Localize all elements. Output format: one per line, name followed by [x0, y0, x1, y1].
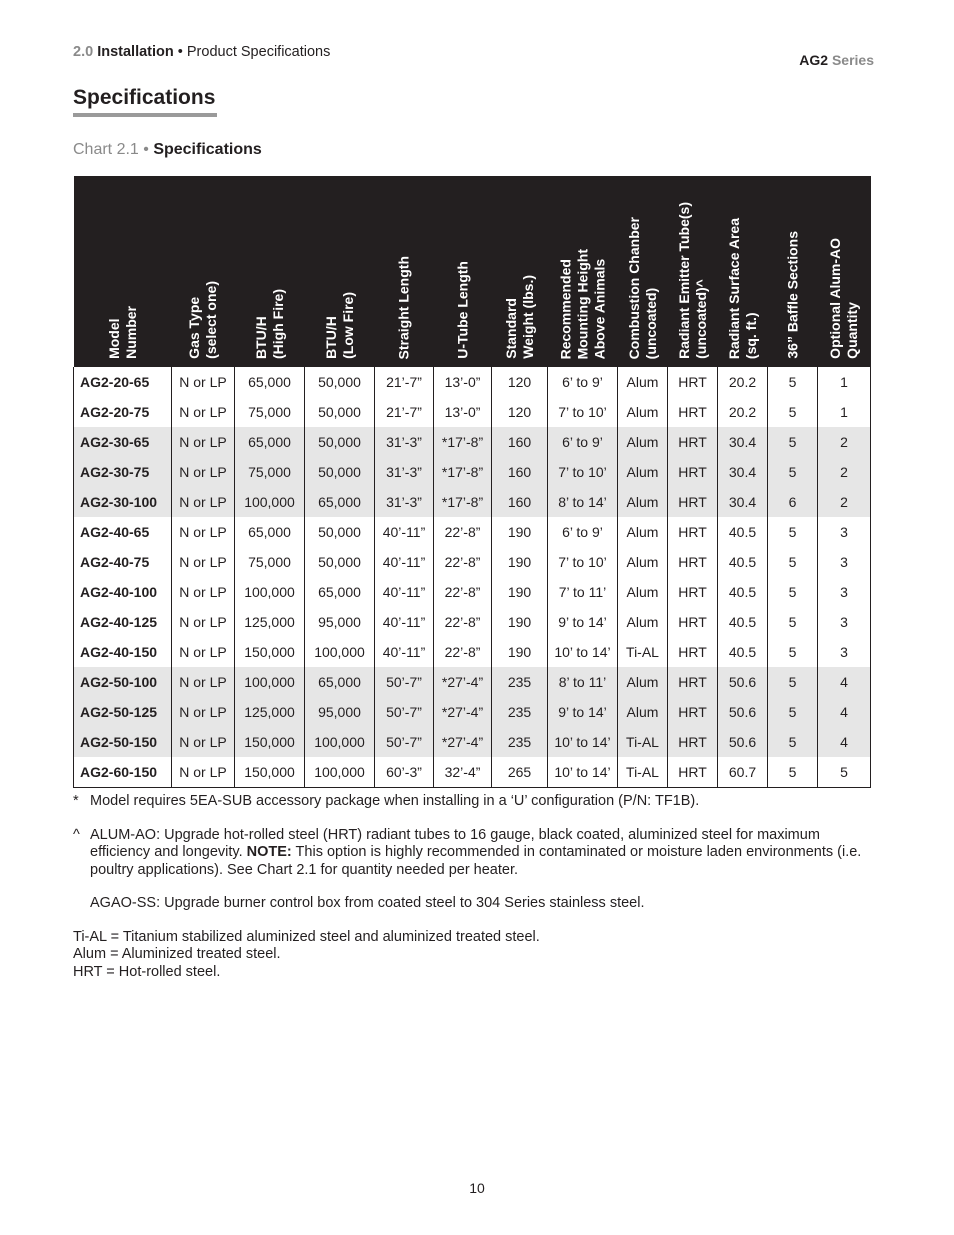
table-cell: 100,000: [305, 757, 375, 788]
table-cell: 150,000: [235, 757, 305, 788]
table-cell: 5: [768, 757, 818, 788]
column-header-label: Gas Type (select one): [186, 281, 219, 359]
footnotes: [73, 793, 873, 981]
table-cell: 100,000: [305, 727, 375, 757]
table-cell: N or LP: [172, 427, 235, 457]
table-cell: 40’-11”: [375, 577, 434, 607]
legend-line: Ti-AL = Titanium stabilized aluminized steel and aluminized treated steel.: [73, 928, 540, 945]
column-header: [718, 176, 768, 367]
column-header-label: U-Tube Length: [454, 261, 470, 359]
table-cell: 20.2: [718, 397, 768, 427]
table-cell: 125,000: [235, 697, 305, 727]
table-cell: 9’ to 14’: [548, 607, 618, 637]
table-cell: HRT: [668, 457, 718, 487]
table-cell: 3: [818, 547, 871, 577]
table-cell: 160: [492, 457, 548, 487]
breadcrumb-bullet: •: [177, 44, 183, 60]
caret-note-label: NOTE:: [246, 844, 292, 860]
table-cell: N or LP: [172, 667, 235, 697]
table-cell: HRT: [668, 487, 718, 517]
table-cell: 10’ to 14’: [548, 637, 618, 667]
table-cell: 7’ to 10’: [548, 547, 618, 577]
table-cell: HRT: [668, 577, 718, 607]
table-cell: 75,000: [235, 457, 305, 487]
table-cell: 31’-3”: [375, 427, 434, 457]
table-row: [74, 577, 871, 607]
table-cell: N or LP: [172, 637, 235, 667]
table-cell: 2: [818, 427, 871, 457]
table-cell: 65,000: [305, 667, 375, 697]
table-cell: Alum: [618, 607, 668, 637]
table-body: [74, 367, 871, 788]
table-cell: 5: [768, 697, 818, 727]
table-cell: HRT: [668, 637, 718, 667]
column-header: [818, 176, 871, 367]
table-cell: Alum: [618, 487, 668, 517]
table-cell: *17’-8”: [434, 427, 492, 457]
series-word: Series: [831, 52, 874, 68]
material-legend: [73, 929, 873, 982]
model-number-cell: AG2-30-65: [74, 427, 172, 457]
table-cell: 8’ to 11’: [548, 667, 618, 697]
table-cell: 5: [768, 397, 818, 427]
table-cell: 6: [768, 487, 818, 517]
table-cell: 75,000: [235, 397, 305, 427]
table-cell: 50,000: [305, 517, 375, 547]
table-cell: 5: [768, 607, 818, 637]
section-number: 2.0: [73, 44, 94, 60]
table-row: [74, 517, 871, 547]
table-cell: 30.4: [718, 487, 768, 517]
table-cell: HRT: [668, 667, 718, 697]
table-cell: 5: [768, 547, 818, 577]
legend-line: Alum = Aluminized treated steel.: [73, 946, 281, 962]
table-cell: Alum: [618, 547, 668, 577]
table-cell: N or LP: [172, 697, 235, 727]
table-cell: *27’-4”: [434, 697, 492, 727]
table-cell: 4: [818, 697, 871, 727]
table-cell: N or LP: [172, 397, 235, 427]
table-cell: 22’-8”: [434, 517, 492, 547]
column-header-label: Recommended Mounting Height Above Animals: [557, 248, 607, 359]
model-number-cell: AG2-60-150: [74, 757, 172, 788]
table-cell: HRT: [668, 547, 718, 577]
caret-text-b: This option is highly recommended in contaminated or moisture laden environments (i.e. poultry applications). See Chart 2.1 for quantity needed per heater.: [90, 844, 862, 878]
table-cell: N or LP: [172, 577, 235, 607]
table-cell: 50,000: [305, 397, 375, 427]
column-header-label: BTU/H (High Fire): [252, 289, 286, 359]
table-cell: 40.5: [718, 577, 768, 607]
table-cell: Alum: [618, 367, 668, 397]
column-header: [434, 176, 492, 367]
table-cell: 21’-7”: [375, 397, 434, 427]
table-cell: *17’-8”: [434, 457, 492, 487]
table-cell: 50’-7”: [375, 667, 434, 697]
table-row: [74, 547, 871, 577]
table-cell: 8’ to 14’: [548, 487, 618, 517]
column-header: [172, 176, 235, 367]
table-cell: 50’-7”: [375, 697, 434, 727]
page-number: 10: [469, 1180, 485, 1196]
table-cell: 150,000: [235, 637, 305, 667]
table-cell: 6’ to 9’: [548, 517, 618, 547]
table-cell: HRT: [668, 607, 718, 637]
table-cell: 31’-3”: [375, 487, 434, 517]
table-cell: *17’-8”: [434, 487, 492, 517]
asterisk-text: Model requires 5EA-SUB accessory package when installing in a ‘U’ configuration (P/N: TF1B).: [90, 793, 700, 809]
table-cell: N or LP: [172, 367, 235, 397]
table-cell: 40.5: [718, 607, 768, 637]
table-cell: 7’ to 11’: [548, 577, 618, 607]
table-cell: 65,000: [235, 367, 305, 397]
column-header: [548, 176, 618, 367]
model-number-cell: AG2-40-150: [74, 637, 172, 667]
table-cell: 2: [818, 487, 871, 517]
table-cell: 3: [818, 607, 871, 637]
model-number-cell: AG2-40-65: [74, 517, 172, 547]
table-cell: 150,000: [235, 727, 305, 757]
table-cell: 235: [492, 667, 548, 697]
table-cell: HRT: [668, 367, 718, 397]
table-row: [74, 697, 871, 727]
table-cell: 5: [768, 427, 818, 457]
series-model: AG2: [799, 52, 829, 68]
table-row: [74, 367, 871, 397]
table-cell: N or LP: [172, 457, 235, 487]
table-cell: 160: [492, 487, 548, 517]
column-header-label: Model Number: [105, 306, 139, 359]
agao-text: AGAO-SS: Upgrade burner control box from coated steel to 304 Series stainless steel.: [90, 895, 645, 911]
table-row: [74, 457, 871, 487]
table-cell: 10’ to 14’: [548, 727, 618, 757]
table-row: [74, 427, 871, 457]
table-cell: 95,000: [305, 607, 375, 637]
table-cell: 30.4: [718, 457, 768, 487]
column-header-label: Radiant Emitter Tube(s) (uncoated)^: [675, 202, 709, 359]
model-number-cell: AG2-50-125: [74, 697, 172, 727]
caret-text-a: ALUM-AO: Upgrade hot-rolled steel (HRT) radiant tubes to 16 gauge, black coated, aluminized steel for maximum efficiency and longevity.: [90, 826, 820, 860]
table-cell: 3: [818, 517, 871, 547]
column-header: [768, 176, 818, 367]
subsection-name: Product Specifications: [186, 44, 331, 60]
table-cell: 1: [818, 397, 871, 427]
table-cell: 65,000: [305, 577, 375, 607]
table-cell: 22’-8”: [434, 577, 492, 607]
model-number-cell: AG2-50-100: [74, 667, 172, 697]
table-cell: 5: [768, 637, 818, 667]
table-cell: 50,000: [305, 457, 375, 487]
table-cell: HRT: [668, 427, 718, 457]
table-cell: 75,000: [235, 547, 305, 577]
table-cell: 3: [818, 637, 871, 667]
chart-caption-name: Specifications: [153, 141, 262, 158]
table-cell: 40’-11”: [375, 517, 434, 547]
table-cell: 50.6: [718, 667, 768, 697]
column-header-label: Standard Weight (lbs.): [502, 275, 536, 359]
table-row: [74, 487, 871, 517]
footnote-agao: [73, 895, 873, 913]
table-cell: 22’-8”: [434, 547, 492, 577]
table-cell: N or LP: [172, 727, 235, 757]
table-cell: 50,000: [305, 427, 375, 457]
breadcrumb: [73, 44, 330, 60]
table-cell: 40’-11”: [375, 547, 434, 577]
table-cell: 40.5: [718, 637, 768, 667]
column-header-label: Radiant Surface Area (sq. ft.): [725, 217, 759, 359]
table-cell: 2: [818, 457, 871, 487]
table-cell: 125,000: [235, 607, 305, 637]
table-cell: 100,000: [235, 487, 305, 517]
legend-line: HRT = Hot-rolled steel.: [73, 963, 221, 980]
table-cell: Alum: [618, 577, 668, 607]
table-cell: 22’-8”: [434, 607, 492, 637]
table-cell: 5: [768, 517, 818, 547]
specifications-table: [73, 176, 871, 788]
model-number-cell: AG2-40-100: [74, 577, 172, 607]
table-cell: 50,000: [305, 367, 375, 397]
table-cell: 50.6: [718, 727, 768, 757]
column-header: [375, 176, 434, 367]
asterisk-mark: *: [73, 793, 79, 809]
section-name: Installation: [97, 44, 174, 60]
table-cell: 235: [492, 727, 548, 757]
table-cell: 120: [492, 397, 548, 427]
table-cell: 50,000: [305, 547, 375, 577]
table-cell: 60.7: [718, 757, 768, 788]
table-cell: 32’-4”: [434, 757, 492, 788]
table-cell: 100,000: [235, 667, 305, 697]
table-cell: 65,000: [235, 517, 305, 547]
table-cell: 1: [818, 367, 871, 397]
table-row: [74, 397, 871, 427]
table-row: [74, 727, 871, 757]
model-number-cell: AG2-30-100: [74, 487, 172, 517]
table-cell: 100,000: [235, 577, 305, 607]
table-cell: Alum: [618, 397, 668, 427]
table-cell: 22’-8”: [434, 637, 492, 667]
table-cell: Alum: [618, 457, 668, 487]
table-cell: Ti-AL: [618, 637, 668, 667]
table-cell: 100,000: [305, 637, 375, 667]
table-cell: Ti-AL: [618, 727, 668, 757]
table-cell: 13’-0”: [434, 397, 492, 427]
model-number-cell: AG2-40-125: [74, 607, 172, 637]
table-cell: N or LP: [172, 607, 235, 637]
column-header: [618, 176, 668, 367]
table-cell: 190: [492, 637, 548, 667]
table-cell: 9’ to 14’: [548, 697, 618, 727]
table-cell: 6’ to 9’: [548, 367, 618, 397]
table-cell: N or LP: [172, 487, 235, 517]
table-cell: 13’-0”: [434, 367, 492, 397]
model-number-cell: AG2-50-150: [74, 727, 172, 757]
table-cell: 190: [492, 517, 548, 547]
table-cell: 5: [768, 457, 818, 487]
table-cell: 10’ to 14’: [548, 757, 618, 788]
table-row: [74, 637, 871, 667]
table-cell: 50’-7”: [375, 727, 434, 757]
table-cell: 120: [492, 367, 548, 397]
column-header-label: Optional Alum-AO Quantity: [827, 238, 860, 359]
column-header: [235, 176, 305, 367]
table-cell: Alum: [618, 667, 668, 697]
table-cell: 7’ to 10’: [548, 397, 618, 427]
chart-caption-prefix: Chart 2.1 •: [73, 141, 149, 158]
table-cell: 5: [818, 757, 871, 788]
table-cell: 65,000: [235, 427, 305, 457]
table-cell: 3: [818, 577, 871, 607]
table-cell: 5: [768, 727, 818, 757]
caret-mark: ^: [73, 826, 80, 843]
table-cell: N or LP: [172, 547, 235, 577]
table-cell: 40.5: [718, 547, 768, 577]
table-cell: 60’-3”: [375, 757, 434, 788]
column-header: [305, 176, 375, 367]
table-cell: 20.2: [718, 367, 768, 397]
table-cell: 40’-11”: [375, 607, 434, 637]
table-cell: HRT: [668, 757, 718, 788]
table-cell: HRT: [668, 697, 718, 727]
column-header-label: BTU/H (Low Fire): [322, 292, 356, 359]
page-title: Specifications: [73, 86, 216, 109]
table-cell: 7’ to 10’: [548, 457, 618, 487]
model-number-cell: AG2-20-75: [74, 397, 172, 427]
table-cell: 5: [768, 577, 818, 607]
table-header-row: [74, 176, 871, 367]
table-cell: *27’-4”: [434, 727, 492, 757]
table-cell: 190: [492, 577, 548, 607]
table-row: [74, 607, 871, 637]
table-cell: 6’ to 9’: [548, 427, 618, 457]
table-cell: 235: [492, 697, 548, 727]
table-cell: N or LP: [172, 757, 235, 788]
table-cell: Alum: [618, 517, 668, 547]
column-header-label: Straight Length: [395, 255, 412, 359]
table-cell: 21’-7”: [375, 367, 434, 397]
column-header: [74, 176, 172, 367]
table-cell: 160: [492, 427, 548, 457]
table-cell: 50.6: [718, 697, 768, 727]
table-cell: HRT: [668, 397, 718, 427]
footnote-asterisk: [73, 793, 873, 811]
table-cell: N or LP: [172, 517, 235, 547]
model-number-cell: AG2-40-75: [74, 547, 172, 577]
table-cell: 5: [768, 367, 818, 397]
table-cell: 40’-11”: [375, 637, 434, 667]
footnote-caret: [73, 827, 873, 880]
table-cell: 40.5: [718, 517, 768, 547]
table-cell: 4: [818, 727, 871, 757]
model-number-cell: AG2-20-65: [74, 367, 172, 397]
column-header-label: Combustion Chanber (uncoated): [625, 216, 659, 359]
series-label: [799, 52, 874, 68]
column-header-label: 36” Baffle Sections: [784, 231, 800, 359]
table-cell: HRT: [668, 517, 718, 547]
table-row: [74, 757, 871, 788]
table-cell: Ti-AL: [618, 757, 668, 788]
model-number-cell: AG2-30-75: [74, 457, 172, 487]
table-cell: HRT: [668, 727, 718, 757]
table-cell: *27’-4”: [434, 667, 492, 697]
title-underline: [73, 113, 217, 117]
table-cell: 65,000: [305, 487, 375, 517]
table-cell: 30.4: [718, 427, 768, 457]
table-cell: 31’-3”: [375, 457, 434, 487]
chart-caption: [73, 141, 262, 159]
column-header: [668, 176, 718, 367]
table-cell: 5: [768, 667, 818, 697]
column-header: [492, 176, 548, 367]
table-cell: 95,000: [305, 697, 375, 727]
table-cell: Alum: [618, 697, 668, 727]
table-cell: 265: [492, 757, 548, 788]
table-cell: 4: [818, 667, 871, 697]
table-cell: 190: [492, 547, 548, 577]
table-cell: 190: [492, 607, 548, 637]
table-cell: Alum: [618, 427, 668, 457]
table-row: [74, 667, 871, 697]
